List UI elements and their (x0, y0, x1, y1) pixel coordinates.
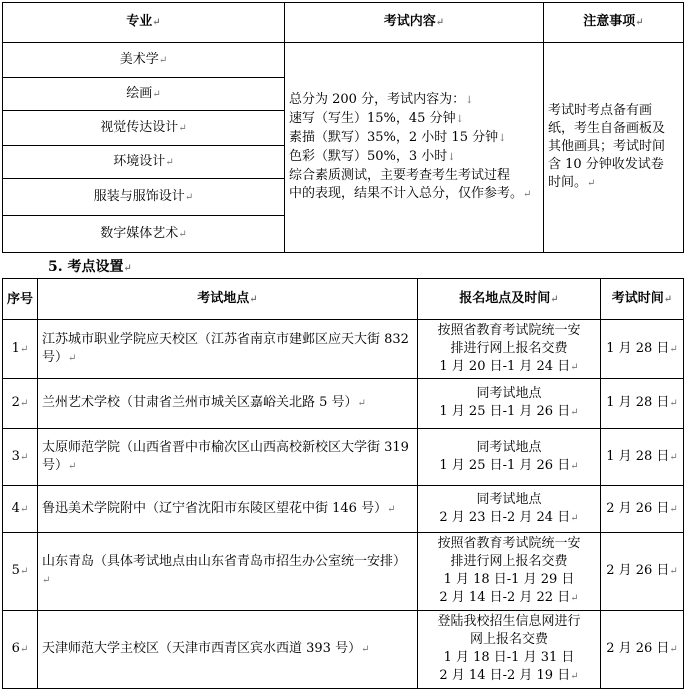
registration-line: 2 月 14 日-2 月 19 日↵ (439, 668, 579, 683)
notes-line: 纸，考生自备画板及 (548, 121, 666, 136)
registration-line: 排进行网上报名交费 (450, 340, 568, 356)
table-row (3, 533, 684, 611)
row-index: 3↵ (3, 429, 38, 486)
content-line: 速写（写生）15%，45 分钟↓ (289, 111, 464, 126)
major-cell: 服装与服饰设计↵ (3, 179, 285, 216)
registration-line: 1 月 20 日-1 月 24 日↵ (439, 358, 579, 374)
registration-line: 网上报名交费 (469, 632, 548, 647)
exam-content-table (2, 2, 684, 253)
header-notes: 注意事项↵ (544, 3, 684, 43)
table-row (3, 486, 684, 533)
header-date: 考试时间↵ (601, 279, 684, 320)
section-title: 5. 考点设置↵ (48, 259, 132, 275)
registration-line: 1 月 25 日-1 月 26 日↵ (439, 457, 579, 473)
row-registration (418, 611, 601, 689)
row-date: 1 月 28 日↵ (601, 379, 684, 429)
registration-line: 1 月 18 日-1 月 31 日 (443, 650, 575, 665)
header-location: 考试地点↵ (38, 279, 418, 320)
row-location: 天津师范大学主校区（天津市西青区宾水西道 393 号）↵ (38, 611, 418, 689)
registration-line: 同考试地点 (476, 491, 542, 507)
row-location: 鲁迅美术学院附中（辽宁省沈阳市东陵区望花中街 146 号）↵ (38, 486, 418, 533)
table-row (3, 429, 684, 486)
header-index: 序号 (3, 279, 38, 320)
table-row (3, 611, 684, 689)
row-location: 太原师范学院（山西省晋中市榆次区山西高校新校区大学街 319 号）↵ (38, 429, 418, 486)
content-line: 色彩（默写）50%，3 小时↓ (289, 149, 456, 164)
row-date: 2 月 26 日↵ (601, 611, 684, 689)
row-index: 5↵ (3, 533, 38, 611)
row-index: 6↵ (3, 611, 38, 689)
registration-line: 1 月 18 日-1 月 29 日 (443, 572, 575, 587)
row-index: 2↵ (3, 379, 38, 429)
registration-line: 1 月 25 日-1 月 26 日↵ (439, 404, 579, 419)
row-registration (418, 486, 601, 533)
row-index: 4↵ (3, 486, 38, 533)
registration-line: 按照省教育考试院统一安 (437, 322, 581, 338)
header-registration: 报名地点及时间↵ (418, 279, 601, 320)
row-registration (418, 320, 601, 379)
registration-line: 2 月 14 日-2 月 22 日↵ (439, 590, 579, 605)
content-cell (285, 43, 544, 253)
row-registration (418, 533, 601, 611)
content-line: 综合素质测试，主要考查考生考试过程 (289, 168, 511, 183)
row-location: 兰州艺术学校（甘肃省兰州市城关区嘉峪关北路 5 号）↵ (38, 379, 418, 429)
registration-line: 按照省教育考试院统一安 (437, 536, 581, 551)
major-cell: 视觉传达设计↵ (3, 111, 285, 146)
row-date: 2 月 26 日↵ (601, 486, 684, 533)
major-cell: 环境设计↵ (3, 146, 285, 179)
major-cell: 美术学↵ (3, 43, 285, 78)
registration-line: 同考试地点 (476, 386, 542, 401)
content-line: 中的表现，结果不计入总分，仅作参考。↵ (289, 186, 532, 201)
table-row (3, 379, 684, 429)
content-line: 总分为 200 分，考试内容为：↓ (289, 92, 474, 107)
major-cell: 绘画↵ (3, 78, 285, 111)
row-location: 江苏城市职业学院应天校区（江苏省南京市建邺区应天大街 832 号）↵ (38, 320, 418, 379)
content-line: 素描（默写）35%，2 小时 15 分钟↓ (289, 130, 507, 145)
registration-line: 排进行网上报名交费 (450, 554, 568, 569)
notes-cell (544, 43, 684, 253)
major-cell: 数字媒体艺术↵ (3, 216, 285, 253)
notes-line: 其他画具；考试时间 (548, 139, 666, 154)
row-location: 山东青岛（具体考试地点由山东省青岛市招生办公室统一安排）↵ (38, 533, 418, 611)
table-row (3, 320, 684, 379)
notes-line: 时间。↵ (548, 175, 596, 190)
registration-line: 同考试地点 (476, 439, 542, 455)
row-date: 1 月 28 日↵ (601, 429, 684, 486)
row-registration (418, 429, 601, 486)
registration-line: 2 月 23 日-2 月 24 日↵ (439, 509, 579, 525)
row-date: 1 月 28 日↵ (601, 320, 684, 379)
row-date: 2 月 26 日↵ (601, 533, 684, 611)
row-index: 1↵ (3, 320, 38, 379)
row-registration (418, 379, 601, 429)
header-major: 专业↵ (3, 3, 285, 43)
header-content: 考试内容↵ (285, 3, 544, 43)
exam-site-table (2, 278, 684, 689)
notes-line: 考试时考点备有画 (548, 103, 653, 118)
notes-line: 含 10 分钟收发试卷 (548, 157, 664, 172)
registration-line: 登陆我校招生信息网进行 (437, 614, 581, 629)
